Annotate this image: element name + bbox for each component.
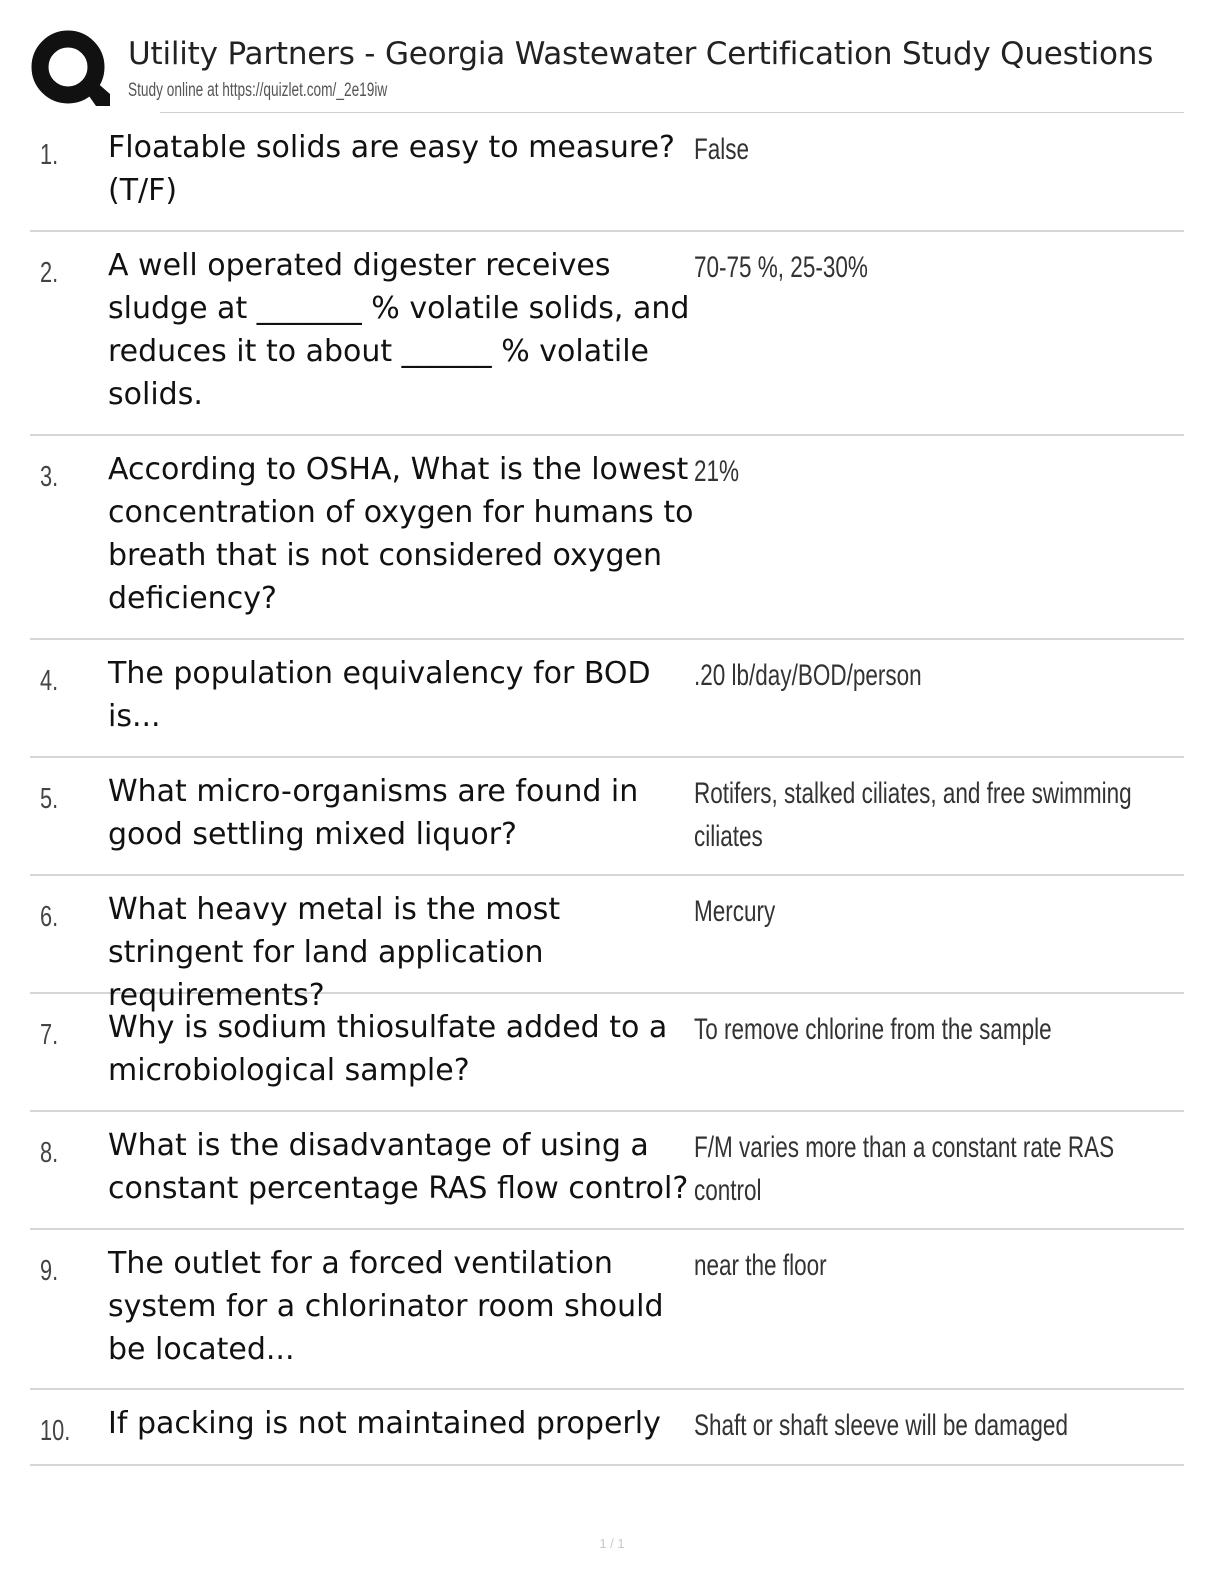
flashcard-list [30,114,1184,1466]
card-number: 4. [40,665,59,697]
card-term: If packing is not maintained properly [108,1406,661,1441]
flashcard-row [30,436,1184,640]
flashcard-row [30,876,1184,1013]
header-divider [160,112,1184,113]
card-definition: Shaft or shaft sleeve will be damaged [694,1409,1068,1442]
card-definition: near the floor [694,1249,827,1282]
card-term: Floatable solids are easy to measure? (T/F) [108,130,675,208]
flashcard-row [30,1112,1184,1230]
card-number: 5. [40,783,59,815]
flashcard-row [30,640,1184,758]
card-term: What micro-organisms are found in good settling mixed liquor? [108,774,639,852]
card-term: The outlet for a forced ventilation system for a chlorinator room should be located... [108,1246,664,1367]
card-number: 8. [40,1137,59,1169]
flashcard-row [30,114,1184,232]
card-term: What is the disadvantage of using a constant percentage RAS flow control? [108,1128,689,1206]
card-definition: Rotifers, stalked ciliates, and free swimming ciliates [694,777,1132,853]
card-number: 1. [40,139,59,171]
card-number: 3. [40,461,59,493]
card-term: According to OSHA, What is the lowest concentration of oxygen for humans to breath that is not considered oxygen deficiency? [108,452,694,616]
card-number: 6. [40,901,59,933]
card-definition: .20 lb/day/BOD/person [694,659,922,692]
flashcard-row [30,232,1184,436]
flashcard-row [30,994,1184,1112]
card-number: 2. [40,257,59,289]
study-online-link[interactable]: Study online at https://quizlet.com/_2e19iw [128,80,388,101]
card-term: Why is sodium thiosulfate added to a microbiological sample? [108,1010,668,1088]
quizlet-logo-icon [30,28,110,108]
card-term: A well operated digester receives sludge at _______ % volatile solids, and reduces it to about ______ % volatile solids. [108,248,690,412]
card-term: What heavy metal is the most stringent for land application requirements? [108,892,561,1013]
card-number: 10. [40,1415,71,1447]
page-number: 1 / 1 [599,1536,625,1551]
card-definition: 70-75 %, 25-30% [694,251,868,284]
flashcard-row [30,1390,1184,1466]
card-definition: 21% [694,455,740,488]
card-definition: Mercury [694,895,776,928]
document-title: Utility Partners - Georgia Wastewater Certification Study Questions [128,36,1154,72]
document-header [30,28,1184,114]
card-term: The population equivalency for BOD is... [108,656,651,734]
card-definition: To remove chlorine from the sample [694,1013,1052,1046]
card-number: 9. [40,1255,59,1287]
card-definition: False [694,133,750,166]
flashcard-row [30,758,1184,876]
card-number: 7. [40,1019,59,1051]
flashcard-row [30,1230,1184,1390]
card-definition: F/M varies more than a constant rate RAS control [694,1131,1115,1207]
